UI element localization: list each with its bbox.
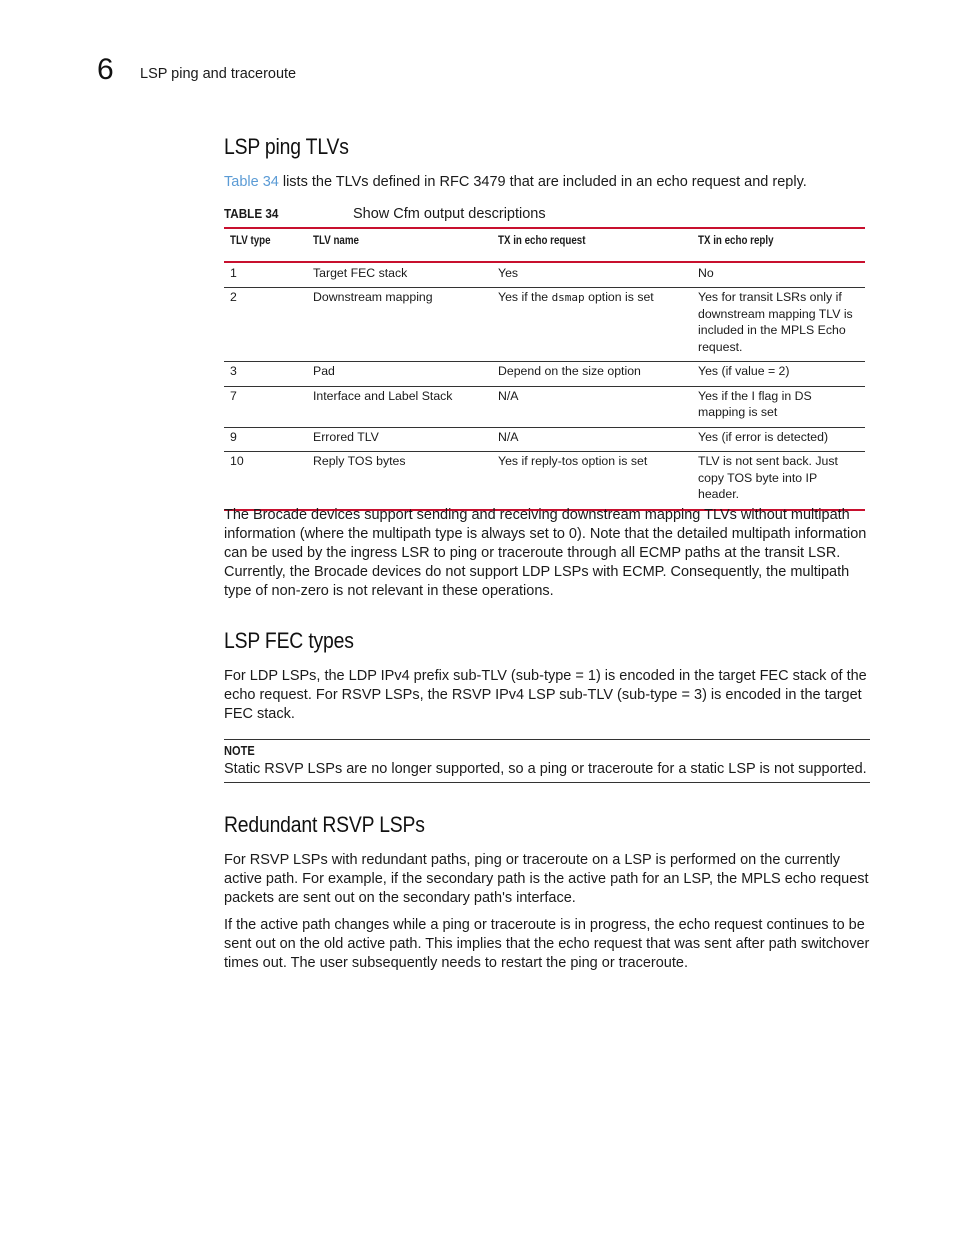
cell-request: Yes if the dsmap option is set <box>492 288 692 362</box>
cell-name: Interface and Label Stack <box>307 386 492 427</box>
cell-reply: Yes for transit LSRs only if downstream mapping TLV is included in the MPLS Echo request. <box>692 288 865 362</box>
col-header-tx-reply: TX in echo reply <box>692 228 865 262</box>
table-row <box>224 288 865 362</box>
cell-name: Reply TOS bytes <box>307 452 492 510</box>
dsmap-keyword: dsmap <box>551 291 585 304</box>
tlv-table <box>224 227 865 511</box>
cell-type: 9 <box>224 427 307 452</box>
note-box <box>224 739 870 783</box>
chapter-title: LSP ping and traceroute <box>140 66 297 82</box>
cell-name: Downstream mapping <box>307 288 492 362</box>
fec-body-paragraph: For LDP LSPs, the LDP IPv4 prefix sub-TLV (sub-type = 1) is encoded in the target FEC stack of the echo request. For RSVP LSPs, the RSVP IPv4 LSP sub-TLV (sub-type = 3) is encoded in the target FEC stack. <box>224 668 867 722</box>
redundant-paragraph-2: If the active path changes while a ping or traceroute is in progress, the echo request continues to be sent out on the old active path. This implies that the echo request that was sent after path switchover times out. The user subsequently needs to restart the ping or traceroute. <box>224 917 870 971</box>
heading-lsp-fec-types: LSP FEC types <box>224 628 354 653</box>
cell-type: 7 <box>224 386 307 427</box>
cell-name: Errored TLV <box>307 427 492 452</box>
chapter-number: 6 <box>97 53 114 86</box>
cell-reply: Yes (if value = 2) <box>692 362 865 387</box>
cell-type: 2 <box>224 288 307 362</box>
table-row <box>224 386 865 427</box>
heading-redundant-rsvp-lsps: Redundant RSVP LSPs <box>224 812 425 837</box>
table-row <box>224 262 865 288</box>
cell-name: Target FEC stack <box>313 265 408 280</box>
note-label: NOTE <box>224 743 255 758</box>
table-row <box>224 427 865 452</box>
cell-reply: TLV is not sent back. Just copy TOS byte into IP header. <box>692 452 865 510</box>
table-row <box>224 452 865 510</box>
cell-request: N/A <box>492 386 692 427</box>
intro-paragraph <box>224 173 870 192</box>
col-header-tx-request: TX in echo request <box>492 228 692 262</box>
col-header-tlv-name: TLV name <box>307 228 492 262</box>
cell-request: Yes if reply-tos option is set <box>492 452 692 510</box>
cell-reply: Yes if the I flag in DS mapping is set <box>692 386 865 427</box>
cell-request: Depend on the size option <box>492 362 692 387</box>
cell-reply: Yes (if error is detected) <box>692 427 865 452</box>
heading-lsp-ping-tlvs: LSP ping TLVs <box>224 134 349 159</box>
redundant-paragraph-1: For RSVP LSPs with redundant paths, ping or traceroute on a LSP is performed on the currently active path. For example, if the secondary path is the active path for an LSP, the MPLS echo request packets are sent out on the secondary path's interface. <box>224 852 869 906</box>
cell-request: Yes <box>498 265 519 280</box>
note-text: Static RSVP LSPs are no longer supported, so a ping or traceroute for a static LSP is not supported. <box>224 761 867 777</box>
table-number: TABLE 34 <box>224 206 279 221</box>
intro-text: lists the TLVs defined in RFC 3479 that are included in an echo request and reply. <box>278 174 807 190</box>
table-xref-link[interactable]: Table 34 <box>224 174 279 190</box>
table-title: Show Cfm output descriptions <box>353 206 546 222</box>
table-header-row <box>224 228 865 262</box>
table-caption <box>224 204 870 224</box>
cell-type: 3 <box>224 362 307 387</box>
cell-reply: No <box>698 265 714 280</box>
table-row <box>224 362 865 387</box>
col-header-tlv-type: TLV type <box>224 228 307 262</box>
tlv-body-paragraph: The Brocade devices support sending and receiving downstream mapping TLVs without multipath information (where the multipath type is always set to 0). Note that the detailed multipath information can be used by the ingress LSR to ping or traceroute through all ECMP paths at the transit LSR. Currently, the Brocade devices do not support LDP LSPs with ECMP. Consequently, the multipath type of non-zero is not relevant in these operations. <box>224 507 867 599</box>
cell-type: 10 <box>224 452 307 510</box>
cell-name: Pad <box>307 362 492 387</box>
cell-request: N/A <box>492 427 692 452</box>
cell-type: 1 <box>230 265 237 280</box>
